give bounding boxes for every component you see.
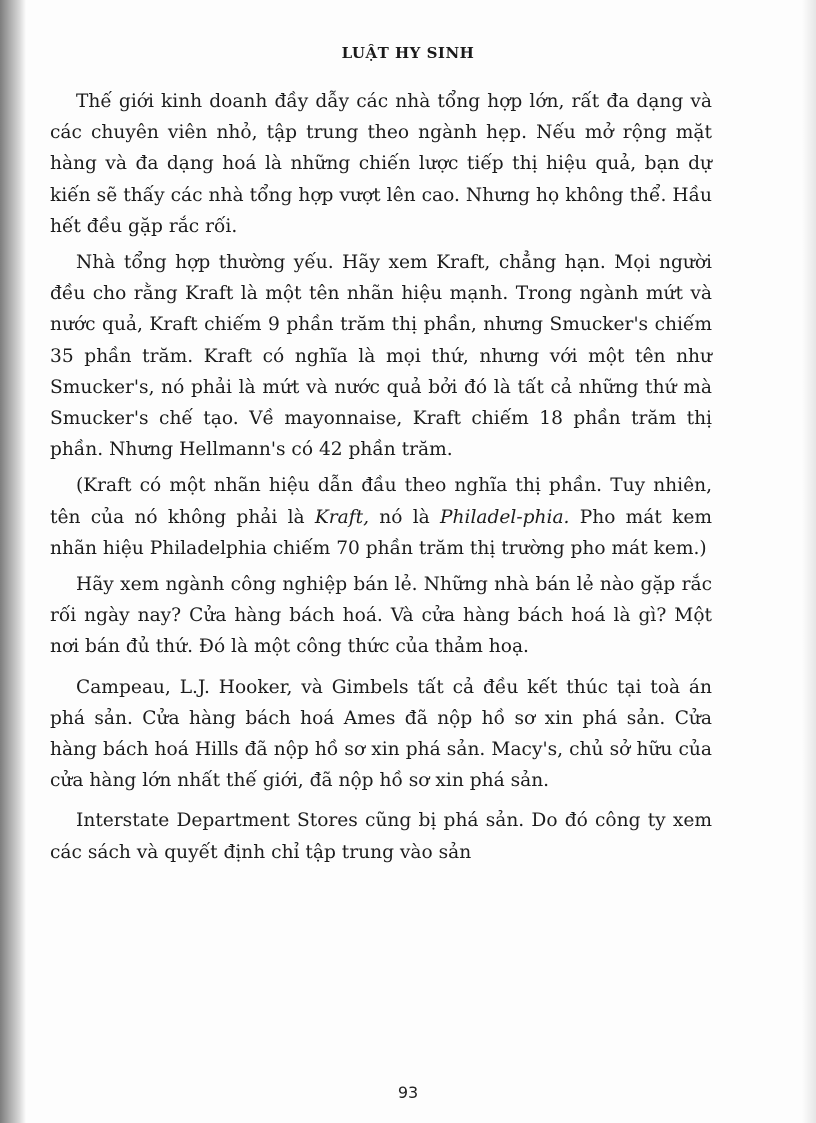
running-title: LUẬT HY SINH: [341, 44, 475, 62]
page-number: 93: [397, 1083, 419, 1102]
paragraph-3: [50, 470, 712, 564]
paragraph-5: Campeau, L.J. Hooker, và Gimbels tất cả đều kết thúc tại toà án phá sản. Cửa hàng bách hoá Ames đã nộp hồ sơ xin phá sản. Cửa hàng bách hoá Hills đã nộp hồ sơ xin phá sản. Macy's, chủ sở hữu của cửa hàng lớn nhất thế giới, đã nộp hồ sơ xin phá sản.: [50, 676, 712, 792]
scan-binding-shadow: [0, 0, 26, 1123]
scan-edge-shadow: [802, 0, 816, 1123]
paragraph-4: Hãy xem ngành công nghiệp bán lẻ. Những nhà bán lẻ nào gặp rắc rối ngày nay? Cửa hàng bách hoá. Và cửa hàng bách hoá là gì? Một nơi bán đủ thứ. Đó là một công thức của thảm hoạ.: [50, 574, 712, 658]
paragraph-2: Nhà tổng hợp thường yếu. Hãy xem Kraft, chẳng hạn. Mọi người đều cho rằng Kraft là một tên nhãn hiệu mạnh. Trong ngành mứt và nước quả, Kraft chiếm 9 phần trăm thị phần, nhưng Smucker's chiếm 35 phần trăm. Kraft có nghĩa là mọi thứ, nhưng với một tên như Smucker's, nó phải là mứt và nước quả bởi đó là tất cả những thứ mà Smucker's chế tạo. Về mayonnaise, Kraft chiếm 18 phần trăm thị phần. Nhưng Hellmann's có 42 phần trăm.: [50, 252, 712, 461]
paragraph-3-part-1: (Kraft có một nhãn hiệu dẫn đầu theo nghĩa thị phần. Tuy nhiên, tên của nó không phải là: [50, 475, 712, 528]
paragraph-3-part-3: Pho mát kem nhãn hiệu Philadelphia chiếm 70 phần trăm thị trường pho mát kem.): [50, 506, 712, 559]
paragraph-3-italic-kraft: Kraft,: [314, 506, 370, 528]
paragraph-3-italic-philadelphia: Philadel-phia.: [440, 506, 570, 528]
paragraph-6: Interstate Department Stores cũng bị phá sản. Do đó công ty xem các sách và quyết định chỉ tập trung vào sản: [50, 810, 712, 863]
paragraph-3-part-2: nó là: [369, 506, 441, 528]
paragraph-1: Thế giới kinh doanh đầy dẫy các nhà tổng hợp lớn, rất đa dạng và các chuyên viên nhỏ, tập trung theo ngành hẹp. Nếu mở rộng mặt hàng và đa dạng hoá là những chiến lược tiếp thị hiệu quả, bạn dự kiến sẽ thấy các nhà tổng hợp vượt lên cao. Nhưng họ không thể. Hầu hết đều gặp rắc rối.: [50, 91, 712, 237]
body-text: [50, 86, 712, 873]
